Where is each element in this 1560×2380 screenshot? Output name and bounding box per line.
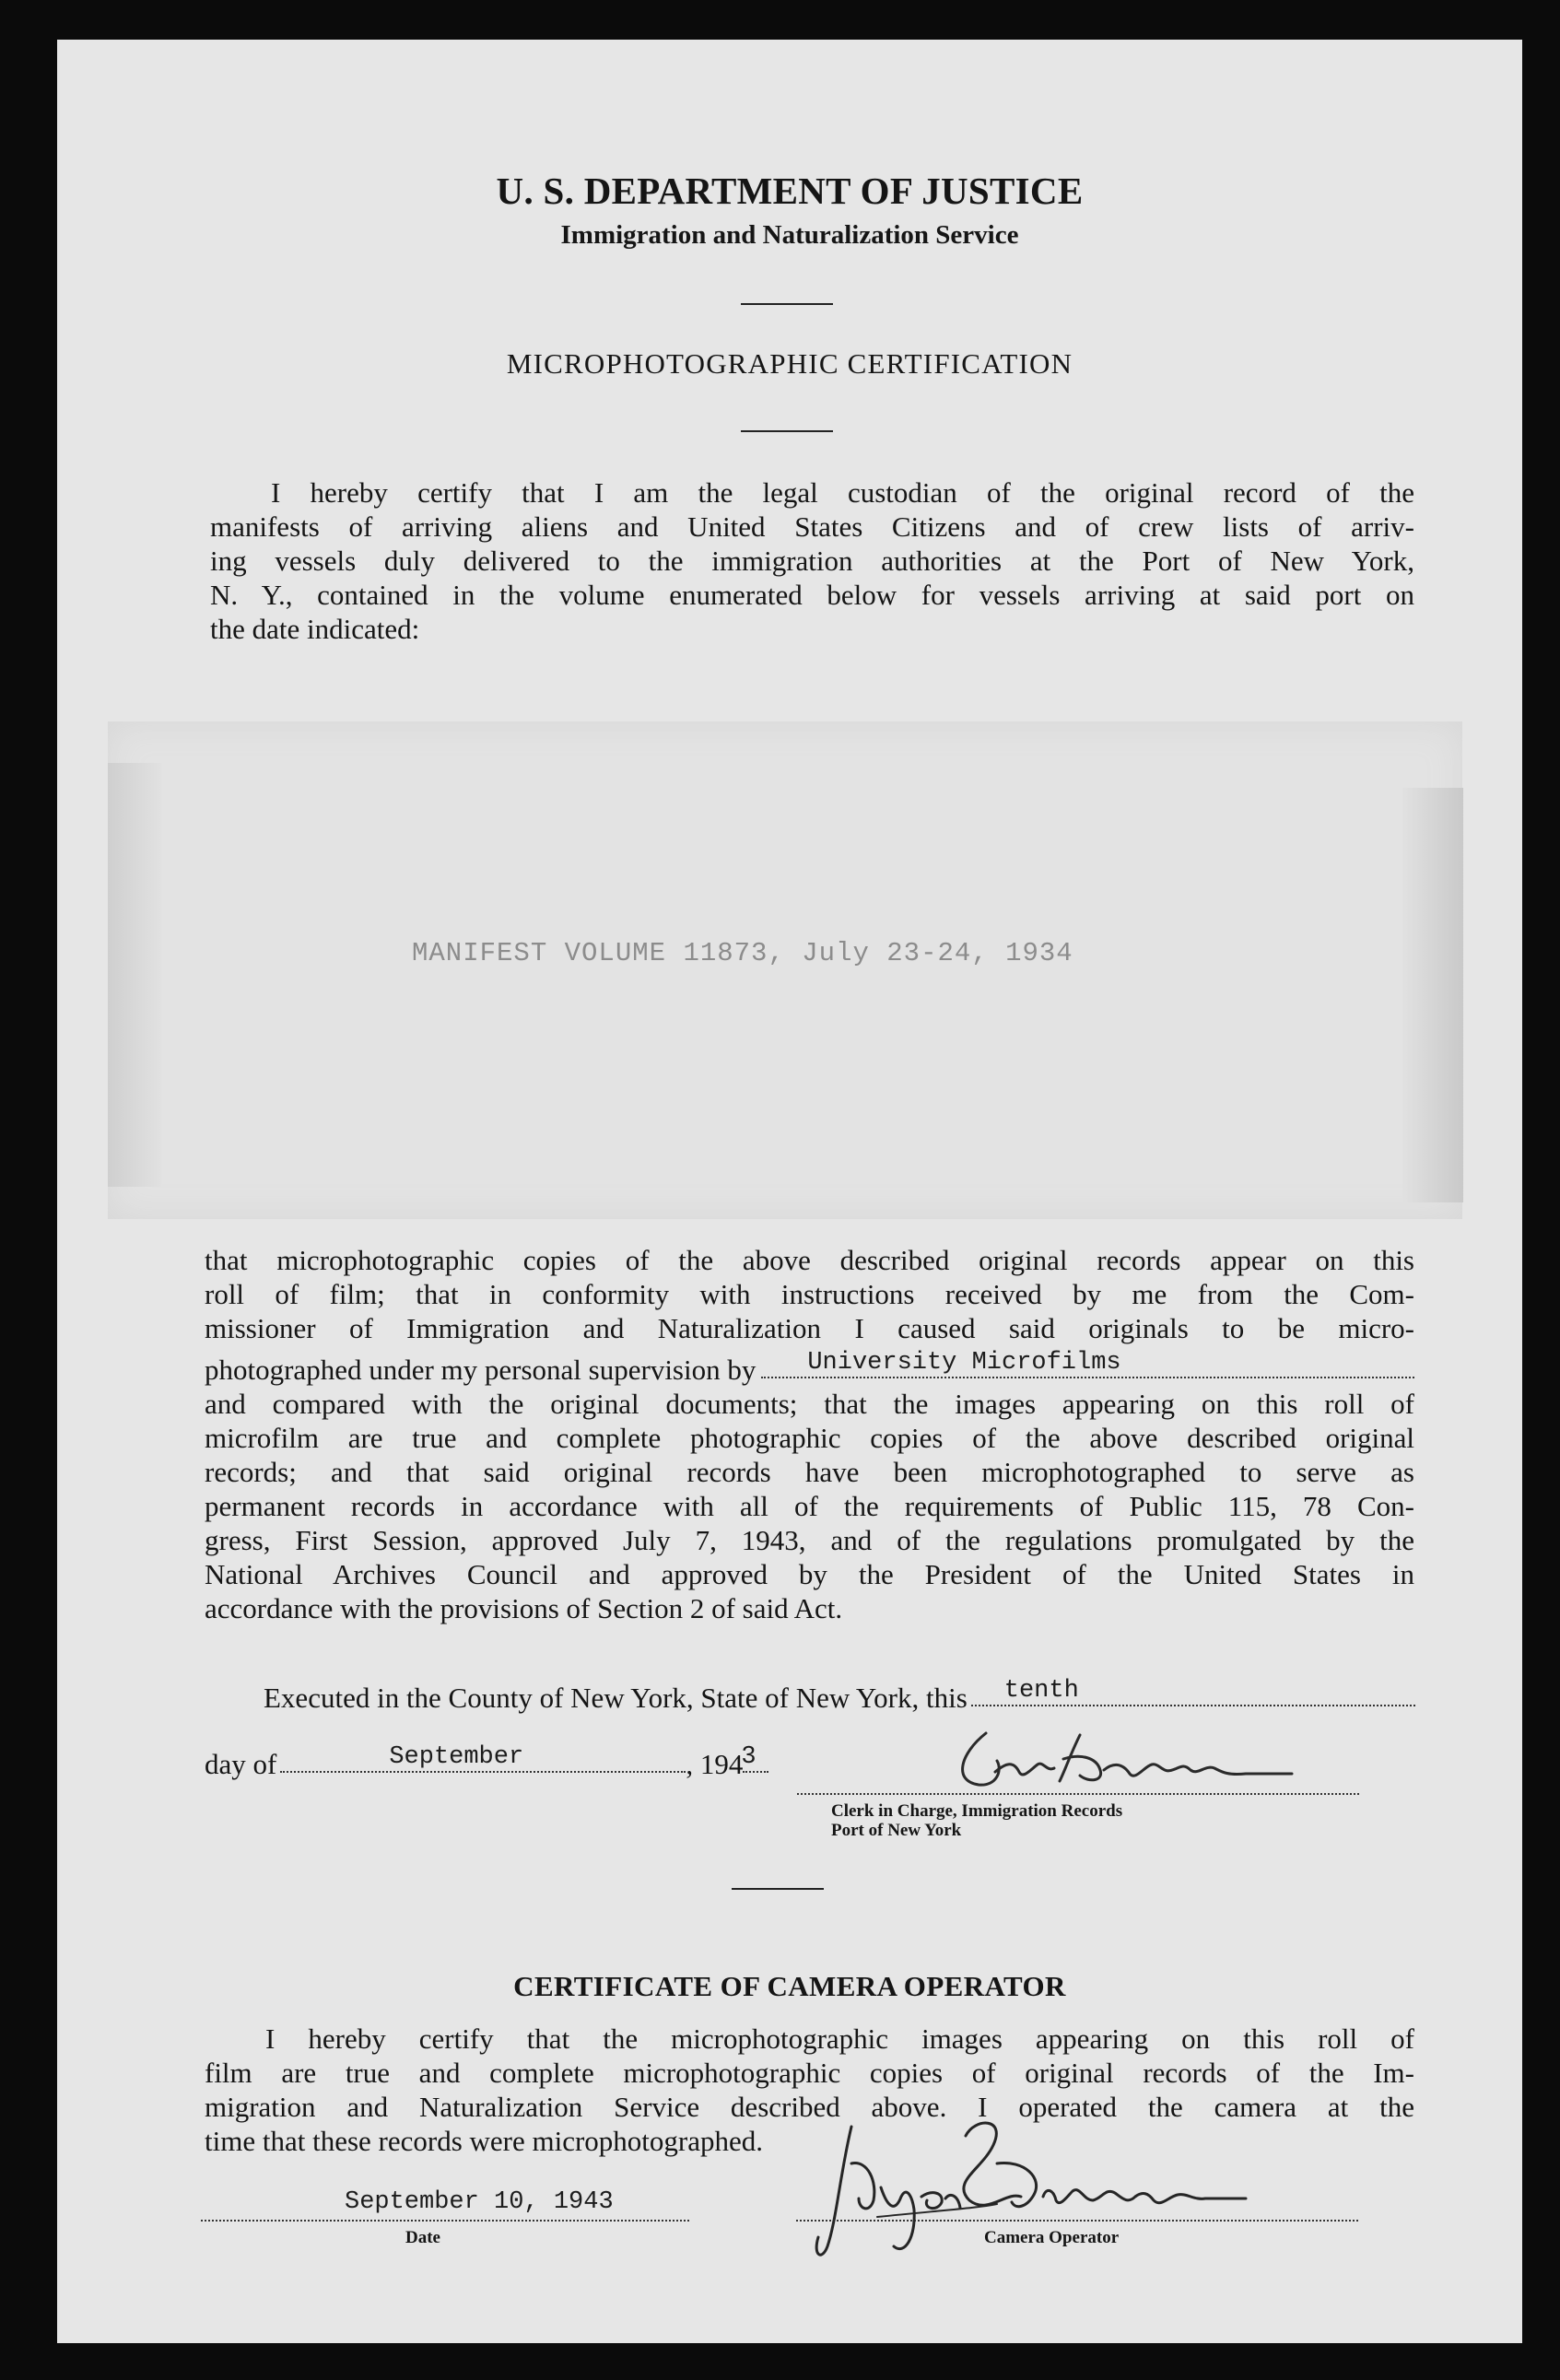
volume-inset-panel xyxy=(108,721,1462,1219)
year-prefix: , 194 xyxy=(686,1748,744,1780)
paragraph-line: gress, First Session, approved July 7, 1943, and of the regulations promulgated by the xyxy=(205,1524,1414,1556)
paragraph-line: that microphotographic copies of the above described original records appear on this xyxy=(205,1244,1414,1276)
day-of-label: day of xyxy=(205,1748,277,1780)
manifest-volume-label: MANIFEST VOLUME 11873, July 23-24, 1934 xyxy=(412,938,1073,968)
certificate-sheet xyxy=(57,40,1522,2343)
inset-shadow-right xyxy=(1402,788,1463,1202)
paragraph-line: I hereby certify that I am the legal custodian of the original record of the xyxy=(271,476,1414,509)
paragraph-line: film are true and complete microphotographic copies of original records of the Im- xyxy=(205,2057,1414,2089)
paragraph-line: N. Y., contained in the volume enumerated below for vessels arriving at said port on xyxy=(210,579,1414,611)
day-of-line xyxy=(205,1744,868,1781)
year-field xyxy=(741,1743,768,1773)
date-value: September 10, 1943 xyxy=(345,2188,614,2216)
paragraph-line: ing vessels duly delivered to the immigration authorities at the Port of New York, xyxy=(210,545,1414,577)
divider-rule xyxy=(741,303,833,305)
executed-line xyxy=(264,1678,1415,1715)
day-field xyxy=(971,1677,1415,1706)
supervisor-field xyxy=(761,1349,1414,1378)
month-value: September xyxy=(389,1743,524,1771)
supervision-prefix: photographed under my personal supervision by xyxy=(205,1354,757,1386)
paragraph-line: migration and Naturalization Service described above. I operated the camera at the xyxy=(205,2091,1414,2123)
clerk-block xyxy=(831,1801,1122,1840)
paragraph-line: missioner of Immigration and Naturalization I caused said originals to be micro- xyxy=(205,1312,1414,1344)
paragraph-line: microfilm are true and complete photographic copies of the above described original xyxy=(205,1422,1414,1454)
day-value: tenth xyxy=(1003,1677,1079,1705)
clerk-title: Clerk in Charge, Immigration Records xyxy=(831,1801,1123,1821)
supervisor-value: University Microfilms xyxy=(807,1349,1121,1377)
paragraph-line: and compared with the original documents; that the images appearing on this roll of xyxy=(205,1388,1414,1420)
paragraph-line: records; and that said original records have been microphotographed to serve as xyxy=(205,1456,1414,1488)
supervision-line xyxy=(205,1345,1414,1387)
paragraph-line: roll of film; that in conformity with instructions received by me from the Com- xyxy=(205,1278,1414,1310)
inset-shadow-left xyxy=(108,763,161,1187)
certification-title: MICROPHOTOGRAPHIC CERTIFICATION xyxy=(506,347,1073,380)
paragraph-line: manifests of arriving aliens and United States Citizens and of crew lists of arriv- xyxy=(210,510,1414,543)
paragraph-line: accordance with the provisions of Section 2 of said Act. xyxy=(205,1592,843,1624)
paragraph-line: the date indicated: xyxy=(210,613,420,645)
executed-prefix: Executed in the County of New York, State of New York, this xyxy=(264,1682,968,1714)
paragraph-line: permanent records in accordance with all of the requirements of Public 115, 78 Con- xyxy=(205,1490,1414,1522)
clerk-location: Port of New York xyxy=(831,1821,962,1840)
camera-certificate-title: CERTIFICATE OF CAMERA OPERATOR xyxy=(513,1970,1066,2002)
date-field xyxy=(201,2219,689,2222)
paragraph-line: time that these records were microphotographed. xyxy=(205,2125,763,2157)
department-heading: U. S. DEPARTMENT OF JUSTICE xyxy=(496,170,1084,212)
clerk-signature xyxy=(942,1717,1366,1800)
operator-label: Camera Operator xyxy=(984,2228,1120,2247)
divider-rule xyxy=(741,430,833,432)
year-digit: 3 xyxy=(741,1743,757,1771)
service-subheading: Immigration and Naturalization Service xyxy=(560,220,1019,250)
paragraph-line: National Archives Council and approved by the President of the United States in xyxy=(205,1558,1414,1590)
date-label: Date xyxy=(405,2228,440,2247)
divider-rule xyxy=(732,1888,824,1890)
body-paragraph xyxy=(205,1243,1414,1625)
intro-paragraph xyxy=(210,475,1414,646)
paragraph-line: I hereby certify that the microphotographic images appearing on this roll of xyxy=(265,2022,1414,2055)
month-field xyxy=(280,1743,686,1773)
